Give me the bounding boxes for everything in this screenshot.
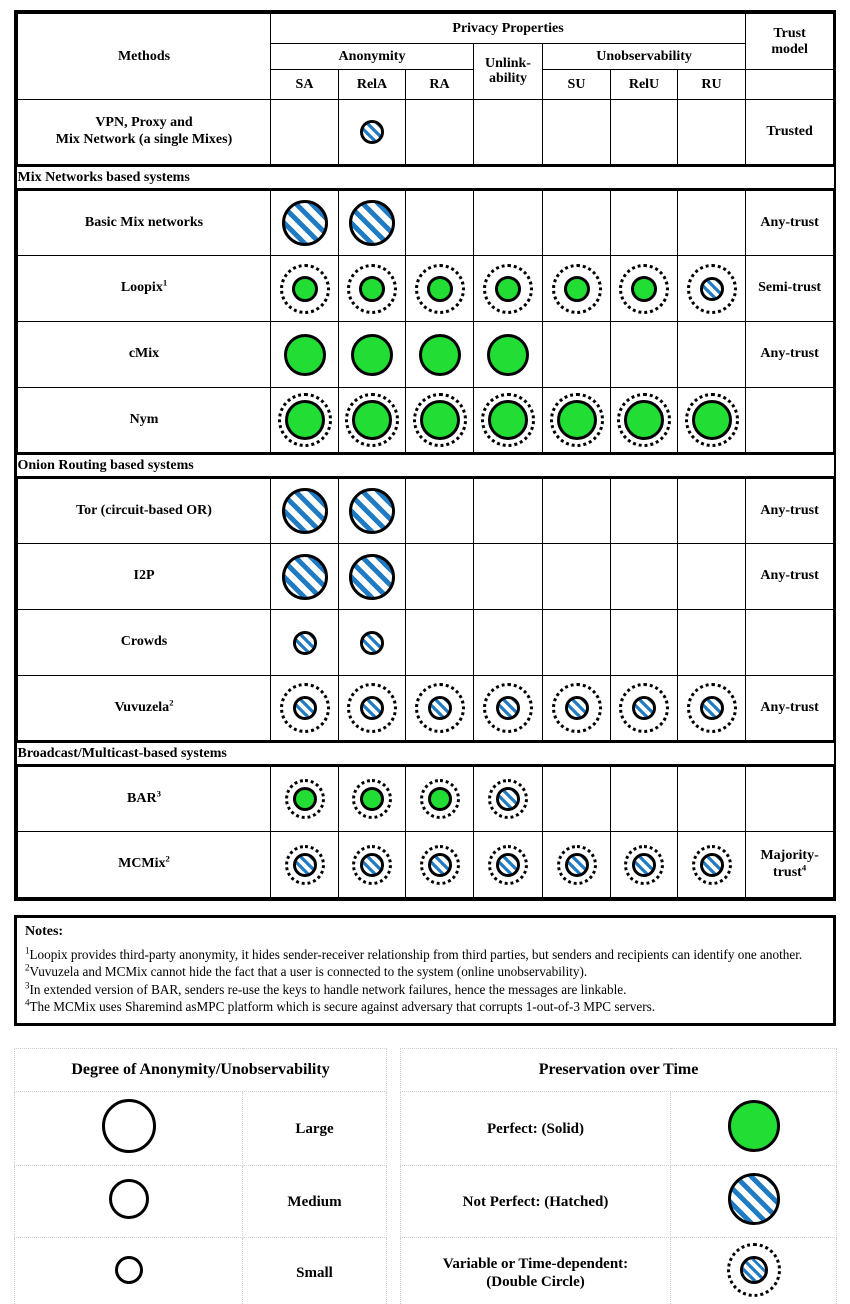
mark-cell <box>406 544 474 610</box>
note-item: $^2$Vuvuzela and MCMix cannot hide the fact that a user is connected to the system (online unobservability). <box>25 962 588 980</box>
mark-cell <box>611 388 678 454</box>
legend-preservation-title: Preservation over Time <box>401 1049 837 1092</box>
mark-cell <box>339 832 406 898</box>
table-row <box>18 256 834 322</box>
mark-cell <box>271 322 339 388</box>
mark-solid-large-ring-icon <box>412 392 468 448</box>
comparison-table <box>14 10 836 901</box>
mark-hatch-small-tight-icon <box>350 843 394 887</box>
legend-glyph-double-circle <box>671 1238 837 1304</box>
row-method-label: Crowds <box>18 610 271 676</box>
mark-cell <box>474 388 543 454</box>
legend-label-variable-line2: (Double Circle) <box>486 1273 585 1290</box>
mark-cell <box>339 610 406 676</box>
mark-cell <box>543 100 611 166</box>
section-header-row <box>18 166 834 190</box>
mark-cell <box>611 256 678 322</box>
mark-cell <box>406 256 474 322</box>
section-header-row <box>18 454 834 478</box>
mark-cell <box>339 256 406 322</box>
header-trust-line1: Trust <box>773 25 806 41</box>
header-trust-line2: model <box>771 41 808 57</box>
mark-cell <box>678 388 746 454</box>
section-header-label: Broadcast/Multicast-based systems <box>18 742 834 766</box>
mark-cell <box>339 388 406 454</box>
row-method-label: Loopix$^1$ <box>18 256 271 322</box>
mark-solid-large-ring-icon <box>277 392 333 448</box>
table-row <box>18 190 834 256</box>
header-col-ru: RU <box>678 70 746 100</box>
mark-cell <box>271 256 339 322</box>
mark-cell <box>406 610 474 676</box>
mark-solid-medium-ring-icon <box>344 261 400 317</box>
legend-glyph-large <box>15 1092 243 1166</box>
mark-solid-large-icon <box>349 332 395 378</box>
mark-cell <box>543 388 611 454</box>
mark-cell <box>406 676 474 742</box>
mark-solid-large-icon <box>417 332 463 378</box>
mark-cell <box>271 388 339 454</box>
table-row <box>18 832 834 898</box>
mark-cell <box>406 478 474 544</box>
mark-cell <box>611 544 678 610</box>
legend-glyph-small <box>15 1238 243 1304</box>
header-anonymity: Anonymity <box>271 44 474 70</box>
row-method-label: MCMix$^2$ <box>18 832 271 898</box>
open-small-circle-icon <box>113 1254 145 1286</box>
notes-panel <box>14 915 836 1026</box>
mark-cell <box>678 322 746 388</box>
mark-hatch-small-tight-icon <box>555 843 599 887</box>
mark-cell <box>474 610 543 676</box>
notes-title: Notes: <box>25 924 64 939</box>
note-item: $^3$In extended version of BAR, senders re-use the keys to handle network failures, hence the messages are linkable. <box>25 980 627 997</box>
trust-model-cell: Majority- trust$^4$ <box>746 832 834 898</box>
legend-glyph-hatched <box>671 1166 837 1238</box>
mark-cell <box>271 676 339 742</box>
legend-label-small: Small <box>243 1238 387 1304</box>
mark-solid-large-ring-icon <box>480 392 536 448</box>
mark-cell <box>678 256 746 322</box>
row-method-label: I2P <box>18 544 271 610</box>
trust-model-cell: Any-trust <box>746 190 834 256</box>
mark-cell <box>406 766 474 832</box>
mark-cell <box>678 478 746 544</box>
mark-solid-large-icon <box>485 332 531 378</box>
mark-cell <box>474 478 543 544</box>
trust-model-cell: Semi-trust <box>746 256 834 322</box>
mark-cell <box>271 832 339 898</box>
mark-cell <box>474 544 543 610</box>
header-trust-model <box>746 14 834 70</box>
table-row <box>18 544 834 610</box>
header-methods: Methods <box>18 14 271 100</box>
mark-cell <box>474 100 543 166</box>
mark-cell <box>271 610 339 676</box>
mark-solid-medium-ring-icon <box>616 261 672 317</box>
row-method-label: cMix <box>18 322 271 388</box>
mark-hatch-small-ring-icon <box>412 680 468 736</box>
mark-cell <box>678 832 746 898</box>
mark-cell <box>611 190 678 256</box>
legend-label-variable <box>401 1238 671 1304</box>
mark-solid-large-icon <box>282 332 328 378</box>
mark-cell <box>611 766 678 832</box>
mark-cell <box>339 676 406 742</box>
privacy-properties-table <box>17 13 834 898</box>
table-row <box>18 322 834 388</box>
mark-cell <box>611 322 678 388</box>
trust-model-cell <box>746 388 834 454</box>
mark-hatch-large-icon <box>347 198 397 248</box>
table-row <box>18 478 834 544</box>
mark-cell <box>474 676 543 742</box>
mark-cell <box>271 100 339 166</box>
mark-cell <box>543 544 611 610</box>
mark-cell <box>474 766 543 832</box>
mark-hatch-small-icon <box>358 629 386 657</box>
header-unlinkability-line1: Unlink- <box>485 55 531 71</box>
mark-cell <box>678 766 746 832</box>
mark-cell <box>678 610 746 676</box>
hatched-blue-circle-icon <box>725 1170 783 1228</box>
trust-model-cell: Any-trust <box>746 478 834 544</box>
trust-model-cell <box>746 766 834 832</box>
mark-hatch-large-icon <box>280 198 330 248</box>
mark-cell <box>543 610 611 676</box>
table-row <box>18 610 834 676</box>
mark-cell <box>611 676 678 742</box>
mark-hatch-small-tight-icon <box>283 843 327 887</box>
legend-label-not-perfect: Not Perfect: (Hatched) <box>401 1166 671 1238</box>
mark-cell <box>271 478 339 544</box>
mark-cell <box>474 256 543 322</box>
mark-hatch-small-tight-icon <box>690 843 734 887</box>
mark-cell <box>271 544 339 610</box>
mark-cell <box>406 322 474 388</box>
mark-cell <box>678 190 746 256</box>
legend-degree-title: Degree of Anonymity/Unobservability <box>15 1049 387 1092</box>
mark-hatch-small-ring-icon <box>480 680 536 736</box>
mark-cell <box>474 322 543 388</box>
table-row <box>18 388 834 454</box>
mark-solid-medium-ring-icon <box>277 261 333 317</box>
legend-label-medium: Medium <box>243 1166 387 1238</box>
mark-cell <box>543 322 611 388</box>
mark-solid-large-ring-icon <box>684 392 740 448</box>
legend-gap <box>387 1049 401 1092</box>
mark-hatch-small-tight-icon <box>486 777 530 821</box>
mark-cell <box>271 190 339 256</box>
mark-cell <box>271 766 339 832</box>
mark-cell <box>339 100 406 166</box>
header-col-su: SU <box>543 70 611 100</box>
mark-cell <box>611 610 678 676</box>
mark-solid-large-ring-icon <box>549 392 605 448</box>
mark-cell <box>474 832 543 898</box>
table-header <box>18 14 834 100</box>
mark-cell <box>406 388 474 454</box>
row-method-label: Vuvuzela$^2$ <box>18 676 271 742</box>
trust-model-cell: Any-trust <box>746 676 834 742</box>
mark-cell <box>339 190 406 256</box>
trust-model-cell: Trusted <box>746 100 834 166</box>
mark-hatch-large-icon <box>280 486 330 536</box>
mark-solid-small-tight-icon <box>283 777 327 821</box>
mark-cell <box>543 478 611 544</box>
mark-hatch-large-icon <box>347 486 397 536</box>
note-item: $^1$Loopix provides third-party anonymity, it hides sender-receiver relationship from third parties, but senders and recipients can identify one another. <box>25 945 803 962</box>
header-col-trust-placeholder <box>746 70 834 100</box>
mark-hatch-small-ring-icon <box>684 680 740 736</box>
section-header-label: Onion Routing based systems <box>18 454 834 478</box>
mark-cell <box>339 766 406 832</box>
notes-list <box>25 947 825 1015</box>
mark-cell <box>406 190 474 256</box>
mark-cell <box>611 478 678 544</box>
section-header-row <box>18 742 834 766</box>
mark-cell <box>611 100 678 166</box>
mark-solid-medium-ring-icon <box>480 261 536 317</box>
mark-solid-large-ring-icon <box>344 392 400 448</box>
table-body <box>18 100 834 898</box>
double-circle-icon <box>726 1242 782 1298</box>
mark-cell <box>474 190 543 256</box>
legend-label-perfect: Perfect: (Solid) <box>401 1092 671 1166</box>
mark-hatch-small-ring-icon <box>277 680 333 736</box>
mark-hatch-small-ring-icon <box>549 680 605 736</box>
mark-cell <box>678 100 746 166</box>
legend-label-large: Large <box>243 1092 387 1166</box>
header-unlinkability <box>474 44 543 100</box>
open-large-circle-icon <box>99 1096 159 1156</box>
trust-model-cell <box>746 610 834 676</box>
mark-cell <box>339 544 406 610</box>
row-method-label: Tor (circuit-based OR) <box>18 478 271 544</box>
header-privacy-properties: Privacy Properties <box>271 14 746 44</box>
mark-cell <box>406 832 474 898</box>
mark-hatch-small-ring-icon <box>684 261 740 317</box>
mark-cell <box>339 322 406 388</box>
mark-solid-medium-ring-icon <box>412 261 468 317</box>
row-method-label: Basic Mix networks <box>18 190 271 256</box>
table-row <box>18 100 834 166</box>
mark-cell <box>543 832 611 898</box>
header-unlinkability-line2: ability <box>488 70 528 86</box>
solid-green-circle-icon <box>725 1097 783 1155</box>
trust-model-cell: Any-trust <box>746 322 834 388</box>
mark-cell <box>543 256 611 322</box>
note-item: $^4$The MCMix uses Sharemind asMPC platform which is secure against adversary that corrupts 1-out-of-3 MPC servers. <box>25 997 656 1015</box>
section-header-label: Mix Networks based systems <box>18 166 834 190</box>
trust-model-cell: Any-trust <box>746 544 834 610</box>
mark-hatch-small-tight-icon <box>418 843 462 887</box>
mark-cell <box>543 676 611 742</box>
mark-solid-medium-ring-icon <box>549 261 605 317</box>
mark-hatch-small-ring-icon <box>616 680 672 736</box>
legend-glyph-solid <box>671 1092 837 1166</box>
mark-cell <box>678 544 746 610</box>
header-unobservability: Unobservability <box>543 44 746 70</box>
legend-panel <box>14 1048 836 1304</box>
mark-solid-small-tight-icon <box>350 777 394 821</box>
mark-hatch-small-tight-icon <box>622 843 666 887</box>
mark-hatch-small-tight-icon <box>486 843 530 887</box>
legend-table <box>14 1048 837 1304</box>
row-method-label: BAR$^3$ <box>18 766 271 832</box>
mark-solid-small-tight-icon <box>418 777 462 821</box>
row-method-label: VPN, Proxy and Mix Network (a single Mixes) <box>18 100 271 166</box>
header-col-rela: RelA <box>339 70 406 100</box>
header-col-relu: RelU <box>611 70 678 100</box>
table-row <box>18 766 834 832</box>
mark-hatch-small-icon <box>291 629 319 657</box>
mark-hatch-large-icon <box>280 552 330 602</box>
mark-hatch-small-icon <box>358 118 386 146</box>
legend-label-variable-line1: Variable or Time-dependent: <box>442 1255 629 1272</box>
header-col-sa: SA <box>271 70 339 100</box>
mark-cell <box>543 766 611 832</box>
legend-glyph-medium <box>15 1166 243 1238</box>
mark-hatch-large-icon <box>347 552 397 602</box>
row-method-label: Nym <box>18 388 271 454</box>
open-medium-circle-icon <box>107 1177 151 1221</box>
mark-cell <box>611 832 678 898</box>
mark-hatch-small-ring-icon <box>344 680 400 736</box>
mark-cell <box>543 190 611 256</box>
mark-solid-large-ring-icon <box>616 392 672 448</box>
header-col-ra: RA <box>406 70 474 100</box>
table-row <box>18 676 834 742</box>
mark-cell <box>339 478 406 544</box>
mark-cell <box>678 676 746 742</box>
mark-cell <box>406 100 474 166</box>
